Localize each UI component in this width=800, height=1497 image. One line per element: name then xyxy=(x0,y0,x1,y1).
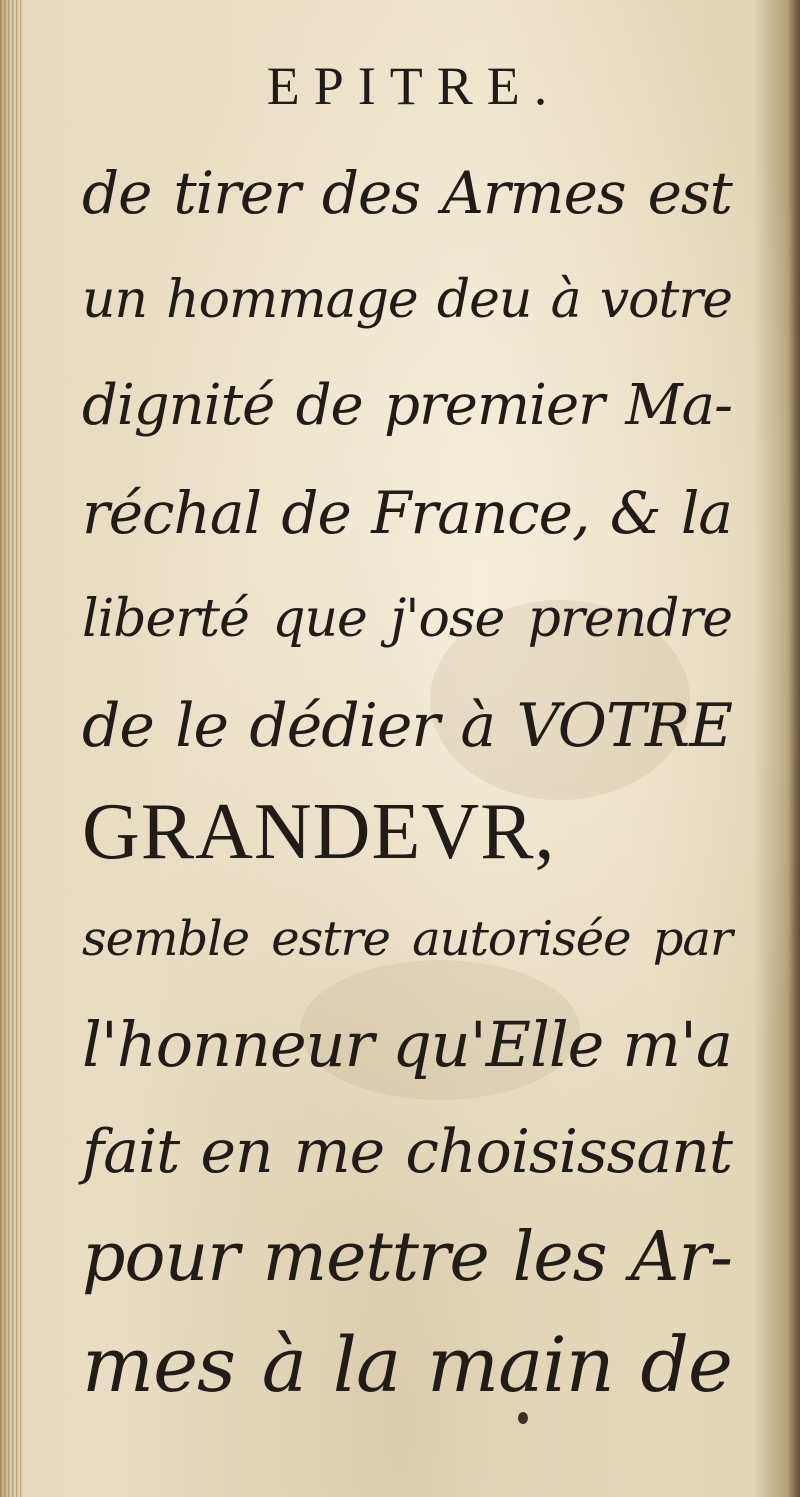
text-line: liberté que j'ose prendre xyxy=(82,589,732,649)
text-line: semble estre autorisée par xyxy=(82,910,732,967)
text-line: réchal de France, & la xyxy=(82,478,732,547)
text-line: pour mettre les Ar- xyxy=(82,1218,732,1297)
text-line: l'honneur qu'Elle m'a xyxy=(82,1008,732,1081)
ink-speck xyxy=(518,1412,528,1424)
page-gutter xyxy=(0,0,24,1497)
text-line: de tirer des Armes est xyxy=(82,159,732,227)
running-head: EPITRE. xyxy=(266,56,562,116)
text-line: un hommage deu à votre xyxy=(82,269,732,330)
text-line: fait en me choisissant xyxy=(82,1116,732,1187)
text-line: mes à la main de xyxy=(82,1319,732,1409)
body-text xyxy=(82,140,732,1418)
page-edge-shadow xyxy=(788,0,800,1497)
text-line: GRANDEVR, xyxy=(82,788,556,876)
text-line: dignité de premier Ma- xyxy=(82,373,732,438)
text-line: de le dédier à VOTRE xyxy=(82,690,732,761)
